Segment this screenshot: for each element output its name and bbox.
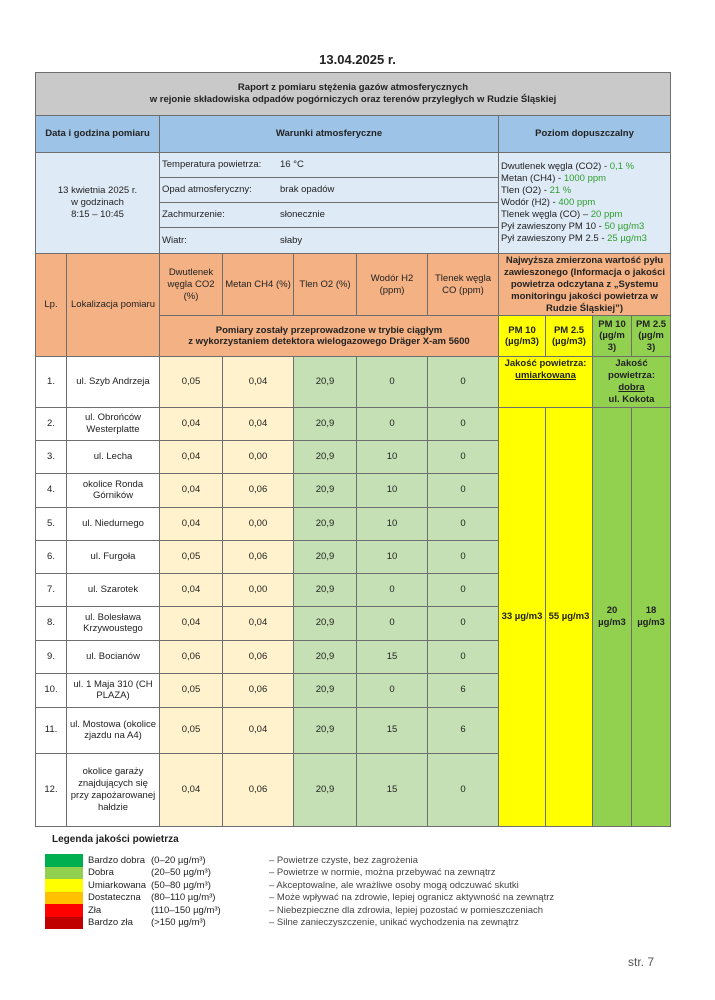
col-co: Tlenek węgla CO (ppm) (428, 254, 499, 316)
table-row: 3. ul. Lecha 0,04 0,00 20,9 10 0 (36, 440, 671, 473)
legend (45, 854, 554, 929)
pm10-value-a: 33 µg/m3 (499, 407, 546, 826)
weather-cloudiness: Zachmurzenie: słonecznie (160, 203, 499, 228)
legend-item: Dobra (20–50 µg/m³) – Powietrze w normie, można przebywać na zewnątrz (45, 867, 554, 880)
legend-item: Bardzo zła (>150 µg/m³) – Silne zanieczyszczenie, unikać wychodzenia na zewnątrz (45, 917, 554, 930)
col-o2: Tlen O2 (%) (294, 254, 357, 316)
legend-swatch (45, 917, 83, 930)
col-co2: Dwutlenek węgla CO2 (%) (160, 254, 223, 316)
legend-item: Umiarkowana (50–80 µg/m³) – Akceptowalne, ale wrażliwe osoby mogą odczuwać skutki (45, 879, 554, 892)
legend-item: Zła (110–150 µg/m³) – Niebezpieczne dla zdrowia, lepiej pozostać w pomieszczeniach (45, 904, 554, 917)
col-lp: Lp. (36, 254, 67, 357)
pm25-value-b: 18 µg/m3 (632, 407, 671, 826)
table-row: 2. ul. Obrońców Westerplatte 0,04 0,04 20,9 0 0 33 µg/m3 55 µg/m3 20 µg/m3 18 µg/m3 (36, 407, 671, 440)
col-pm25-a: PM 2.5 (µg/m3) (546, 316, 593, 357)
weather-temperature: Temperatura powietrza: 16 °C (160, 153, 499, 178)
table-row: 7. ul. Szarotek 0,04 0,00 20,9 0 0 (36, 573, 671, 606)
col-ch4: Metan CH4 (%) (223, 254, 294, 316)
legend-swatch (45, 879, 83, 892)
dust-quality-moderate: Jakość powietrza: umiarkowana (499, 357, 593, 408)
table-row: 12. okolice garaży znajdujących się przy zapożarowanej hałdzie 0,04 0,06 20,9 15 0 (36, 753, 671, 826)
table-row: 11. ul. Mostowa (okolice zjazdu na A4) 0,05 0,04 20,9 15 6 (36, 707, 671, 753)
table-row: 5. ul. Niedurnego 0,04 0,00 20,9 10 0 (36, 507, 671, 540)
col-location: Lokalizacja pomiaru (67, 254, 160, 357)
page-number: str. 7 (628, 955, 655, 969)
col-pm10-a: PM 10 (µg/m3) (499, 316, 546, 357)
dust-quality-good: Jakość powietrza: dobra ul. Kokota (593, 357, 671, 408)
legend-swatch (45, 867, 83, 880)
document-date: 13.04.2025 r. (319, 52, 396, 67)
limits-list: Dwutlenek węgla (CO2) - 0,1 % Metan (CH4) - 1000 ppm Tlen (O2) - 21 % Wodór (H2) - 400 ppm Tlenek węgla (CO) – 20 ppm Pył zawieszony PM 10 - 50 µg/m3 Pył zawieszony PM 2.5 - 25 µg/m3 (499, 153, 671, 254)
table-row: 4. okolice Ronda Górników 0,04 0,06 20,9 10 0 (36, 473, 671, 507)
legend-title: Legenda jakości powietrza (52, 834, 179, 845)
legend-swatch (45, 904, 83, 917)
report-table (35, 72, 671, 827)
weather-precipitation: Opad atmosferyczny: brak opadów (160, 178, 499, 203)
table-row: 9. ul. Bocianów 0,06 0,06 20,9 15 0 (36, 640, 671, 673)
table-row: 8. ul. Bolesława Krzywoustego 0,04 0,04 20,9 0 0 (36, 606, 671, 640)
pm10-value-b: 20 µg/m3 (593, 407, 632, 826)
legend-swatch (45, 892, 83, 905)
col-dust-header: Najwyższa zmierzona wartość pyłu zawieszonego (Informacja o jakości powietrza odczytana z „Systemu monitoringu jakości powietrza w Rudzie Śląskiej”) (499, 254, 671, 316)
report-title: Raport z pomiaru stężenia gazów atmosferycznych w rejonie składowiska odpadów pogórniczych oraz terenów przyległych w Rudzie Śląskiej (36, 73, 671, 116)
col-h2: Wodór H2 (ppm) (357, 254, 428, 316)
method-note: Pomiary zostały przeprowadzone w trybie ciągłym z wykorzystaniem detektora wielogazowego Dräger X-am 5600 (160, 316, 499, 357)
header-date-time: Data i godzina pomiaru (36, 116, 160, 153)
table-row: 10. ul. 1 Maja 310 (CH PLAZA) 0,05 0,06 20,9 0 6 (36, 673, 671, 707)
weather-wind: Wiatr: słaby (160, 228, 499, 254)
legend-item: Bardzo dobra (0–20 µg/m³) – Powietrze czyste, bez zagrożenia (45, 854, 554, 867)
table-row: 1. ul. Szyb Andrzeja 0,05 0,04 20,9 0 0 Jakość powietrza: umiarkowana Jakość powietrza: dobra ul. Kokota (36, 357, 671, 408)
col-pm10-b: PM 10 (µg/m 3) (593, 316, 632, 357)
legend-item: Dostateczna (80–110 µg/m³) – Może wpływać na zdrowie, lepiej ogranicz aktywność na zewnątrz (45, 892, 554, 905)
header-permissible: Poziom dopuszczalny (499, 116, 671, 153)
measurement-time: 13 kwietnia 2025 r. w godzinach 8:15 – 10:45 (36, 153, 160, 254)
pm25-value-a: 55 µg/m3 (546, 407, 593, 826)
table-row: 6. ul. Furgoła 0,05 0,06 20,9 10 0 (36, 540, 671, 573)
col-pm25-b: PM 2.5 (µg/m 3) (632, 316, 671, 357)
legend-swatch (45, 854, 83, 867)
header-weather: Warunki atmosferyczne (160, 116, 499, 153)
